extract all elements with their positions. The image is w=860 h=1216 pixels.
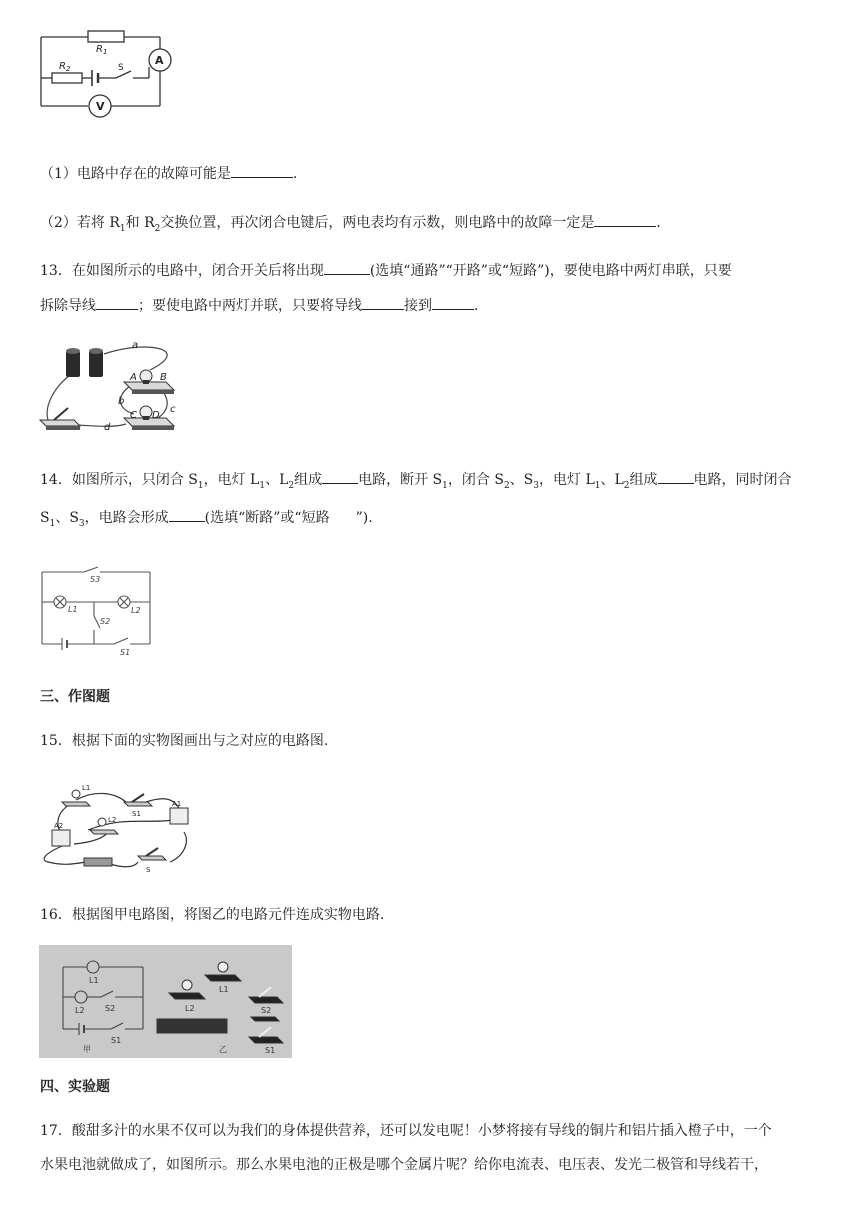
terminal-A-label: A [130,372,137,383]
q13-line2: 拆除导线 ；要使电路中两灯并联，只要将导线 接到 . [40,295,478,316]
answer-blank[interactable] [322,469,358,484]
a2-label: A2 [54,822,64,830]
switch-s-label: S [118,63,124,73]
l1-label: L1 [68,605,78,614]
q14-line2: $S_1$、$S_3$，电路会形成 (选填“断路”或“短路 ”). [40,507,373,534]
yi-label: 乙 [219,1045,227,1054]
section-title: 三、作图题 [40,689,110,705]
q13-line1: 13．在如图所示的电路中，闭合开关后将出现 (选填“通路”“开路”或“短路”)，要使电路中两灯串联，只要 [40,260,732,281]
answer-blank[interactable] [324,260,370,275]
wire-d-label: d [104,422,111,433]
answer-blank[interactable] [362,295,404,310]
answer-blank[interactable] [594,212,656,227]
s1-label: S1 [120,648,131,657]
jia-label: 甲 [83,1045,91,1054]
s2-label: S2 [100,617,111,626]
q14-line1: 14．如图所示，只闭合 $S_1$，电灯 $L_1$、$L_2$组成 电路，断开 $S_1$，闭合 $S_2$、$S_3$，电灯 $L_1$、$L_2$组成 电路，同时闭合 [40,469,792,496]
yi-s1-label: S1 [265,1046,276,1055]
circuit-figure-r1-r2 [30,22,180,122]
voltmeter-label: V [96,100,105,113]
answer-blank[interactable] [432,295,474,310]
yi-l1-label: L1 [219,985,229,994]
s3-label: S3 [90,575,101,584]
a1-label: A1 [172,800,182,808]
q16-text: 16．根据图甲电路图，将图乙的电路元件连成实物电路. [40,907,385,923]
l1-label: L1 [82,784,91,792]
answer-blank[interactable] [169,507,205,522]
q17-line1: 17．酸甜多汁的水果不仅可以为我们的身体提供营养，还可以发电呢！小梦将接有导线的铜片和铝片插入橙子中，一个 [40,1123,772,1139]
answer-blank[interactable] [96,295,138,310]
r1-label: R [96,44,103,55]
terminal-C-label: C [130,410,137,421]
q17-line2: 水果电池就做成了，如图所示。那么水果电池的正极是哪个金属片呢？给你电流表、电压表、发光二极管和导线若干， [40,1157,768,1173]
r2-label: R [59,61,66,72]
q12-part1: （1）电路中存在的故障可能是 . [40,163,297,184]
q13-circuit-photo [34,336,184,438]
section-title: 四、实验题 [40,1079,110,1095]
q16-figure [39,945,292,1058]
s1-label: S1 [132,810,141,818]
q12-part2: （2）若将 $R_1$和 $R_2$交换位置，再次闭合电键后，两电表均有示数，则电路中的故障一定是 . [40,212,661,239]
l2-label: L2 [108,816,117,824]
q14-circuit-figure [34,562,156,658]
wire-b-label: b [118,396,125,407]
terminal-D-label: D [152,410,160,421]
svg-text:R2: $R_2$ [59,61,71,73]
yi-s2-label: S2 [261,1006,272,1015]
jia-l1-label: L1 [89,976,99,985]
wire-c-label: c [170,404,176,415]
q15-physical-circuit [34,772,194,878]
jia-s2-label: S2 [105,1004,116,1013]
answer-blank[interactable] [658,469,694,484]
ammeter-label: A [155,54,164,67]
s-label: S [146,866,151,874]
wire-a-label: a [132,340,139,351]
q15-text: 15．根据下面的实物图画出与之对应的电路图. [40,733,329,749]
l2-label: L2 [131,606,141,615]
jia-l2-label: L2 [75,1006,85,1015]
terminal-B-label: B [160,372,167,383]
svg-text:R1: $R_1$ [96,44,108,56]
yi-l2-label: L2 [185,1004,195,1013]
answer-blank[interactable] [231,163,293,178]
jia-s1-label: S1 [111,1036,122,1045]
